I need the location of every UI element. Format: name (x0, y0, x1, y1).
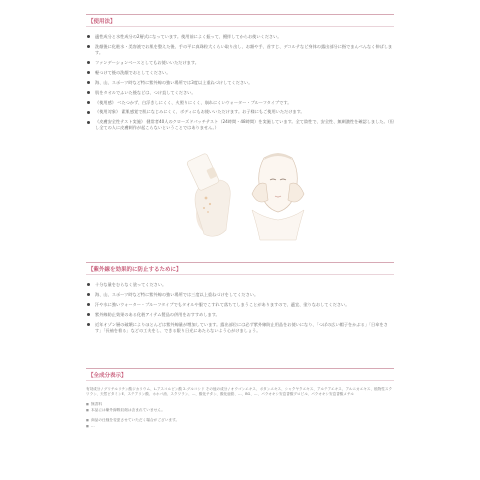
uv-tip-item: 十分な量をむらなく塗ってください。 (86, 282, 394, 288)
uv-tip-item: 紫外線防止効果のある化粧アイテム製品の併用をおすすめします。 (86, 312, 394, 318)
ingredients-section (86, 368, 394, 430)
bullet-icon (87, 303, 90, 306)
usage-item: 肌をタオルでふいた後などは、つけ直してください。 (86, 90, 394, 96)
product-bottle-illustration (186, 150, 248, 242)
ingredient-note: ■ 商品の仕様を変更させていただく場合がございます。 (86, 418, 394, 423)
bullet-icon (87, 45, 90, 48)
ingredient-note: ■ … (86, 424, 394, 429)
ingredients-section-title: 【全成分表示】 (88, 373, 127, 379)
bullet-icon (87, 121, 90, 124)
section-top-rule (86, 14, 394, 15)
uv-tips-section-header (86, 262, 394, 276)
usage-list (86, 34, 394, 131)
uv-tip-item: 近年オゾン層の破壊によりほとんどは紫外線量が増加しています。露出部位には必ず紫外線防止用品をお使いになり、「つばの広い帽子をかぶる」「日傘をさす」「長袖を着る」などの工夫をし、できる限り日光にあたらないよう心がけましょう。 (86, 322, 394, 333)
ingredient-note: ■ 本品には紫外線吸収剤は含まれていません。 (86, 408, 394, 413)
bullet-icon (87, 323, 90, 326)
ingredients-notes (86, 402, 394, 430)
section-bottom-rule (86, 274, 394, 275)
uv-tips-section-title: 【紫外線を効果的に防止するために】 (88, 267, 182, 273)
face-application-illustration (248, 150, 308, 242)
bullet-icon (87, 35, 90, 38)
section-top-rule (86, 368, 394, 369)
usage-section (86, 14, 394, 131)
bullet-icon (87, 293, 90, 296)
usage-item: 《使用感》 べたつかず、白浮きしにくく、火照りにくく、崩れにくいウォーター・プルーフタイプです。 (86, 100, 394, 106)
usage-item: 洗顔後に化粧水・美容液でお肌を整えた後、手の平に真珠粒大くらい取り出し、お額や手、首すじ、デコルテなど身体の露出部分に指でまんべんなく伸ばします。 (86, 44, 394, 55)
bullet-icon (87, 81, 90, 84)
usage-item: 《皮膚安全性テスト実施》 健常者40人のクローズドパッチテスト（24時間・48時間）を実施しています。全て陰性で、安全性、無刺激性を確認しました。（但し全ての人に皮膚刺作が起こらないということではありません。） (86, 119, 394, 130)
uv-tip-item: 汗や水に強いウォーター・プルーフタイプでもタオルや服でこすれて落ちてしまうことがありますので、適宜、塗りなおしてください。 (86, 302, 394, 308)
uv-tips-list (86, 282, 394, 333)
usage-section-header (86, 14, 394, 28)
bullet-icon (87, 101, 90, 104)
ingredients-text: 有効成分 / グリチルリチン酸ジカリウム、L-アスコルビン酸 2-グルコシド その他の成分 / オウゴンエキス、ボタンエキス、シャクヤクエキス、アルテアエキス、アルニカエキス、植物性スクワラン、天然ビタミンE、ステアリン酸、ホホバ油、スクワラン、…、酸化チタン、酸化亜鉛、…、BG、…、パラオキシ安息香酸プロピル、パラオキシ安息香酸メチル (86, 387, 393, 397)
usage-item: 適性成分と水性成分の2層式になっています。使用前によく振って、攪拌してからお使いください。 (86, 34, 394, 40)
section-top-rule (86, 262, 394, 263)
bullet-icon (87, 313, 90, 316)
bullet-icon (87, 111, 90, 114)
usage-item: 《使用対象》 素肌感覚で肌になじみにくく、ボディにもお使いいただけます。お子様にもご使用いただけます。 (86, 109, 394, 115)
usage-item: 軽つけて後の洗顔でおとしてください。 (86, 70, 394, 76)
uv-tip-item: 海、山、スポーツ時など特に紫外線の強い場所では三度以上重ねづけをしてください。 (86, 292, 394, 298)
usage-section-title: 【使用法】 (88, 19, 116, 25)
ingredients-section-header (86, 368, 394, 382)
bullet-icon (87, 71, 90, 74)
usage-item: 海、山、スポーツ時など特に紫外線の強い場所では3度以上重ねづけしてください。 (86, 80, 394, 86)
bullet-icon (87, 283, 90, 286)
bullet-icon (87, 61, 90, 64)
bullet-icon (87, 91, 90, 94)
usage-item: ファンデーションベースとしてもお使いいただけます。 (86, 60, 394, 66)
uv-tips-section (86, 262, 394, 333)
ingredient-note: ■ 無香料 (86, 402, 394, 407)
section-bottom-rule (86, 26, 394, 27)
section-bottom-rule (86, 380, 394, 381)
